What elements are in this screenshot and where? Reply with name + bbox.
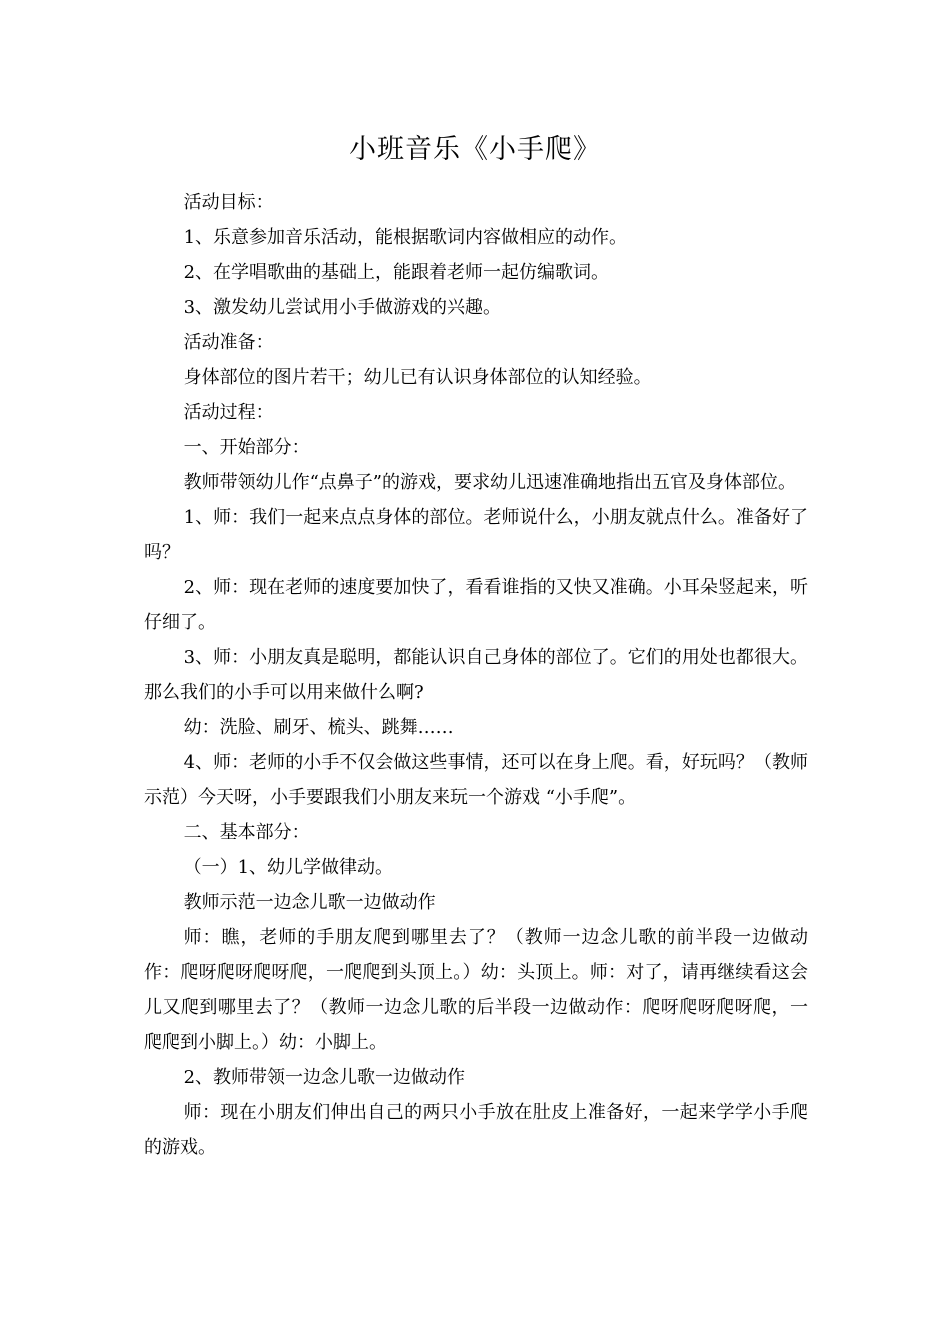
paragraph-process-heading: 活动过程：: [183, 402, 274, 423]
paragraph-subsection-1: （一）1、幼儿学做律动。: [183, 857, 394, 878]
paragraph-section-1-intro: 教师带领幼儿作“点鼻子”的游戏，要求幼儿迅速准确地指出五官及身体部位。: [183, 472, 796, 493]
paragraph-final-instruction: 师：现在小朋友们伸出自己的两只小手放在肚皮上准备好，一起来学学小手爬的游戏。: [144, 1102, 808, 1158]
paragraph-step-1: 1、师：我们一起来点点身体的部位。老师说什么，小朋友就点什么。准备好了吗？: [144, 507, 808, 563]
paragraph-goal-3: 3、激发幼儿尝试用小手做游戏的兴趣。: [183, 297, 502, 318]
document-body: [144, 185, 808, 1165]
paragraph-child-answer: 幼：洗脸、刷牙、梳头、跳舞……: [183, 717, 454, 738]
paragraph-subsection-2: 2、教师带领一边念儿歌一边做动作: [183, 1067, 466, 1088]
paragraph-teacher-demo: 教师示范一边念儿歌一边做动作: [183, 892, 436, 913]
paragraph-section-2-heading: 二、基本部分：: [183, 822, 310, 843]
paragraph-step-3: 3、师：小朋友真是聪明，都能认识自己身体的部位了。它们的用处也都很大。那么我们的小手可以用来做什么啊?: [144, 647, 808, 703]
paragraph-step-2: 2、师：现在老师的速度要加快了，看看谁指的又快又准确。小耳朵竖起来，听仔细了。: [144, 577, 808, 633]
paragraph-goal-2: 2、在学唱歌曲的基础上，能跟着老师一起仿编歌词。: [183, 262, 610, 283]
paragraph-goal-1: 1、乐意参加音乐活动，能根据歌词内容做相应的动作。: [183, 227, 628, 248]
document-title: 小班音乐《小手爬》: [349, 134, 601, 165]
paragraph-prep-content: 身体部位的图片若干；幼儿已有认识身体部位的认知经验。: [183, 367, 652, 388]
paragraph-demo-dialogue: 师：瞧，老师的手朋友爬到哪里去了？（教师一边念儿歌的前半段一边做动作：爬呀爬呀爬呀爬，一爬爬到头顶上。）幼：头顶上。师：对了，请再继续看这会儿又爬到哪里去了？（教师一边念儿歌的后半段一边做动作：爬呀爬呀爬呀爬，一爬爬到小脚上。）幼：小脚上。: [144, 927, 808, 1053]
paragraph-step-4: 4、师：老师的小手不仅会做这些事情，还可以在身上爬。看，好玩吗？（教师示范）今天呀，小手要跟我们小朋友来玩一个游戏 “小手爬”。: [144, 752, 808, 808]
paragraph-prep-heading: 活动准备：: [183, 332, 274, 353]
paragraph-goals-heading: 活动目标：: [183, 192, 274, 213]
paragraph-section-1-heading: 一、开始部分：: [183, 437, 310, 458]
